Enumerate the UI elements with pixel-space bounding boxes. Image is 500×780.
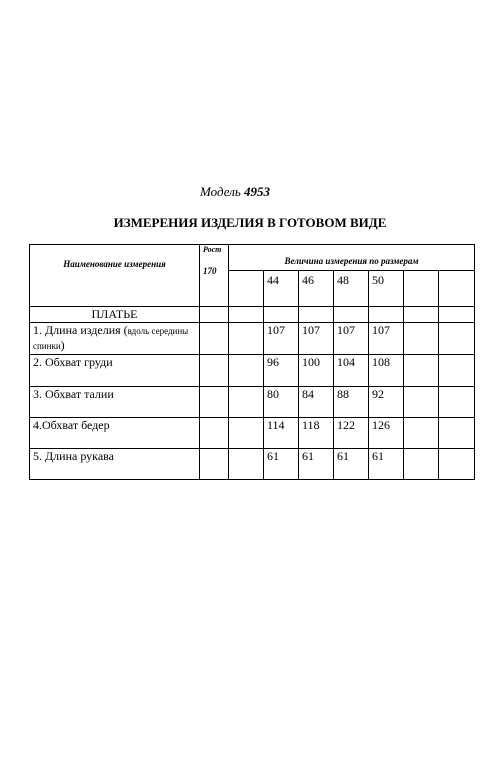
- document-title: ИЗМЕРЕНИЯ ИЗДЕЛИЯ В ГОТОВОМ ВИДЕ: [113, 215, 387, 230]
- model-prefix: Модель: [200, 184, 241, 199]
- size-cell: 50: [369, 271, 404, 307]
- value-cell: 104: [334, 355, 369, 387]
- row-label-length: [30, 323, 200, 355]
- header-measurement-name: Наименование измерения: [30, 245, 200, 307]
- value-cell: 107: [334, 323, 369, 355]
- row-label-chest: 2. Обхват груди: [30, 355, 200, 387]
- value-cell: 122: [334, 418, 369, 449]
- size-cell-empty: [229, 271, 264, 307]
- value-cell: 80: [264, 387, 299, 418]
- value-cell: 92: [369, 387, 404, 418]
- value-cell: 96: [264, 355, 299, 387]
- measurements-table: [29, 244, 475, 480]
- value-cell: 118: [299, 418, 334, 449]
- model-label: [200, 184, 270, 200]
- value-cell: 100: [299, 355, 334, 387]
- row-label-hips: 4.Обхват бедер: [30, 418, 200, 449]
- size-cell: 46: [299, 271, 334, 307]
- value-cell: 61: [334, 449, 369, 480]
- header-rost: [200, 245, 229, 307]
- value-cell: 84: [299, 387, 334, 418]
- value-cell: 108: [369, 355, 404, 387]
- header-size-values: Величина измерения по размерам: [229, 245, 475, 271]
- model-number: 4953: [244, 184, 270, 199]
- value-cell: 107: [369, 323, 404, 355]
- row-label-waist: 3. Обхват талии: [30, 387, 200, 418]
- row-label-sleeve: 5. Длина рукава: [30, 449, 200, 480]
- size-cell: [439, 271, 475, 307]
- value-cell: 61: [299, 449, 334, 480]
- value-cell: 88: [334, 387, 369, 418]
- value-cell: 126: [369, 418, 404, 449]
- size-cell: 48: [334, 271, 369, 307]
- header-rost-label: Рост: [203, 245, 222, 254]
- value-cell: 61: [264, 449, 299, 480]
- value-cell: 114: [264, 418, 299, 449]
- size-cell: 44: [264, 271, 299, 307]
- rost-value: 170: [203, 266, 217, 276]
- row-label-end: ): [60, 338, 65, 352]
- size-cell: [404, 271, 439, 307]
- value-cell: 61: [369, 449, 404, 480]
- row-label-note: вдоль середины спинки: [33, 326, 189, 351]
- row-label-text: 1. Длина изделия (: [33, 323, 128, 337]
- value-cell: 107: [299, 323, 334, 355]
- value-cell: 107: [264, 323, 299, 355]
- section-dress: ПЛАТЬЕ: [30, 307, 200, 323]
